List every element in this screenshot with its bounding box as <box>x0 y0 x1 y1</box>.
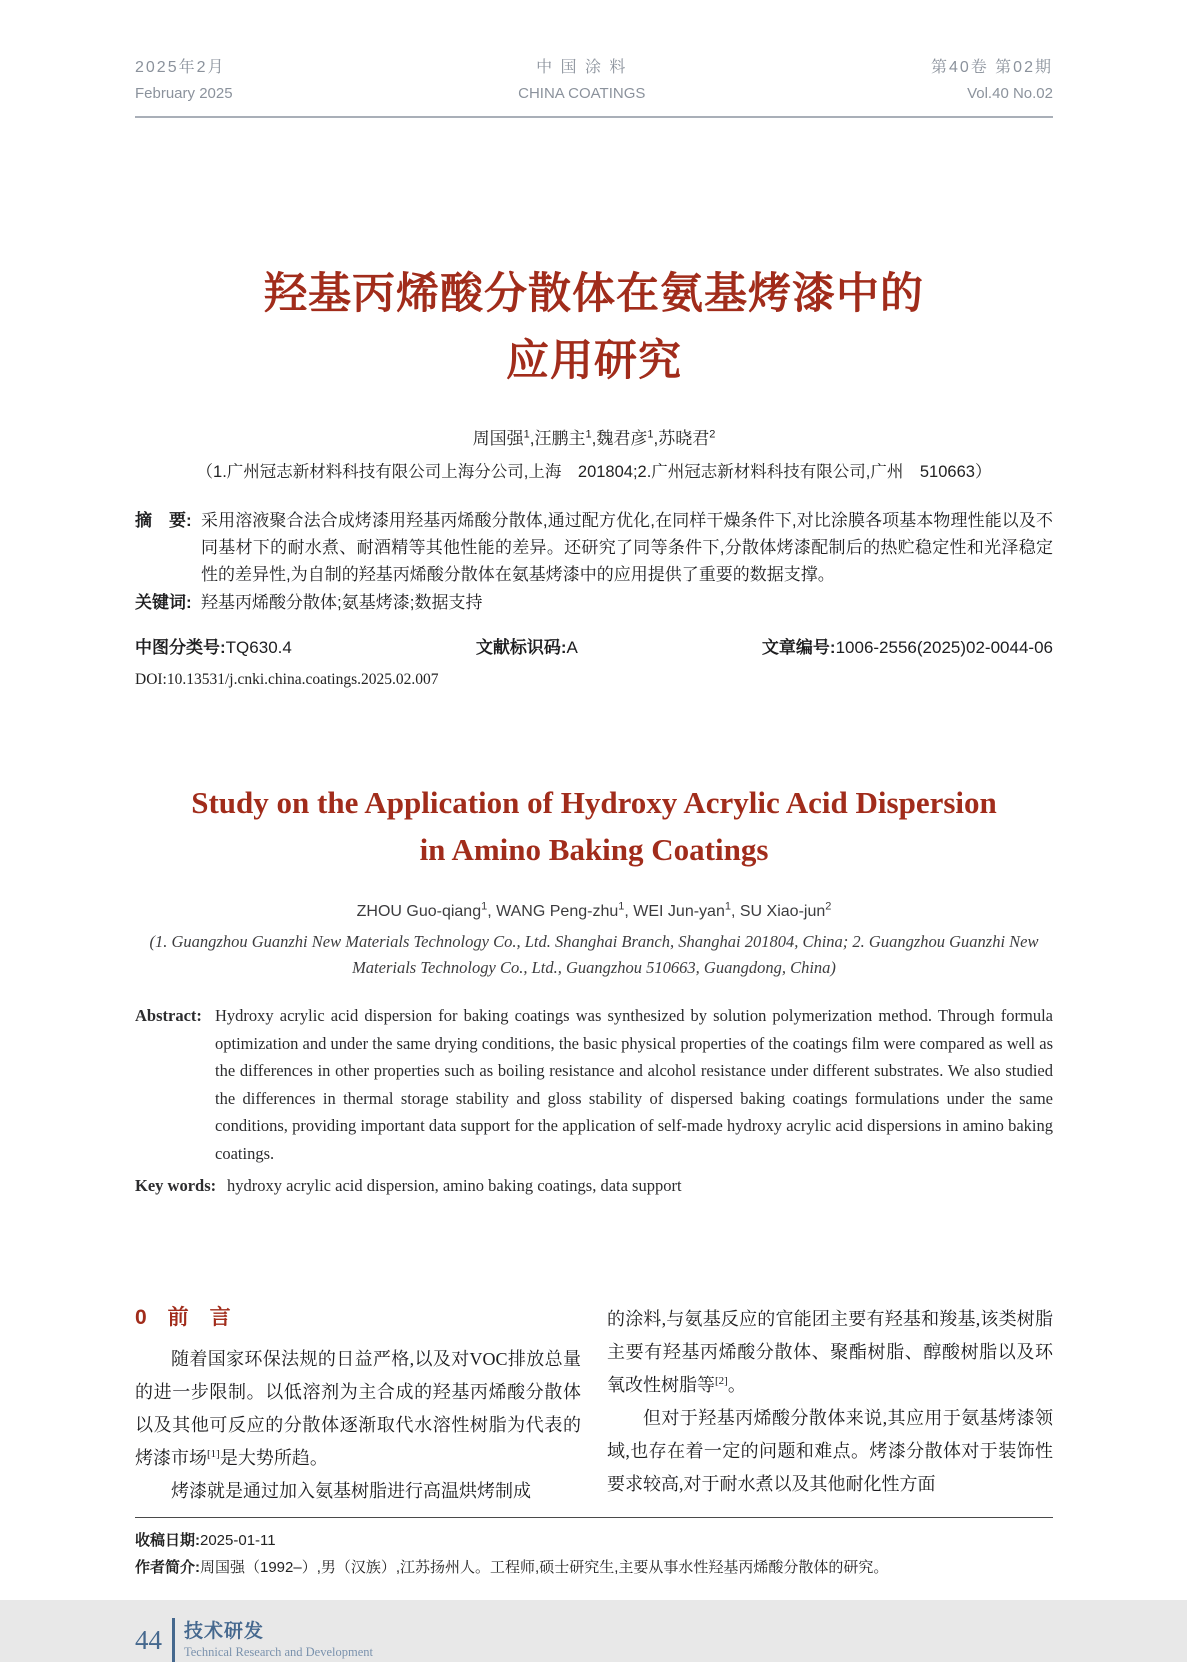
author-cn-name: ,苏晓君 <box>653 428 710 448</box>
issue-date-en: February 2025 <box>135 85 233 102</box>
article-title-en-line2: in Amino Baking Coatings <box>419 831 769 867</box>
abstract-en <box>135 1002 1053 1167</box>
author-cn <box>592 429 654 448</box>
keywords-cn-text: 羟基丙烯酸分散体;氨基烤漆;数据支持 <box>201 592 483 612</box>
paragraph-text: 的涂料,与氨基反应的官能团主要有羟基和羧基,该类树脂主要有羟基丙烯酸分散体、聚酯树脂、醇酸树脂以及环氧改性树脂等 <box>607 1309 1053 1396</box>
authors-cn <box>135 424 1053 449</box>
volume-issue-en: Vol.40 No.02 <box>967 85 1053 102</box>
page-footer <box>135 1618 1053 1662</box>
affiliation-cn: （1.广州冠志新材料科技有限公司上海分公司,上海 201804;2.广州冠志新材料科技有限公司,广州 510663） <box>196 462 992 481</box>
footer-column-cn: 技术研发 <box>184 1621 265 1643</box>
journal-name-cn: 中 国 涂 料 <box>536 59 628 76</box>
abstract-cn-text: 采用溶液聚合法合成烤漆用羟基丙烯酸分散体,通过配方优化,在同样干燥条件下,对比涂膜各项基本物理性能以及不同基材下的耐水煮、耐酒精等其他性能的差异。还研究了同等条件下,分散体烤漆配制后的热贮稳定性和光泽稳定性的差异性,为自制的羟基丙烯酸分散体在氨基烤漆中的应用提供了重要的数据支撑。 <box>201 510 1053 584</box>
keywords-cn <box>135 589 1053 616</box>
author-affiliation-superscript: 1 <box>724 900 731 913</box>
page-number: 44 <box>135 1624 162 1655</box>
author-en <box>730 900 832 921</box>
author-cn <box>653 429 715 448</box>
author-bio-label: 作者简介: <box>135 1559 200 1577</box>
body-column-left <box>135 1303 581 1508</box>
author-affiliation-superscript: 1 <box>481 900 488 913</box>
author-en <box>356 900 488 921</box>
author-en <box>487 900 625 921</box>
article-title-en <box>135 779 1053 873</box>
article-id-value: 1006-2556(2025)02-0044-06 <box>835 637 1053 657</box>
affiliation-en: (1. Guangzhou Guanzhi New Materials Technology Co., Ltd. Shanghai Branch, Shanghai 201804, China; 2. Guangzhou Guanzhi New Materials Technology Co., Ltd., Guangzhou 510663, Guangdong, China) <box>149 932 1039 978</box>
author-en-name: ZHOU Guo-qiang <box>356 903 482 921</box>
article-title-cn <box>135 261 1053 395</box>
keywords-en-text: hydroxy acrylic acid dispersion, amino baking coatings, data support <box>227 1176 682 1196</box>
body-paragraph: 但对于羟基丙烯酸分散体来说,其应用于氨基烤漆领域,也存在着一定的问题和难点。烤漆分散体对于装饰性要求较高,对于耐水煮以及其他耐化性方面 <box>607 1408 1053 1495</box>
author-cn-name: ,汪鹏主 <box>529 428 586 448</box>
paragraph-text: 随着国家环保法规的日益严格,以及对VOC排放总量的进一步限制。以低溶剂为主合成的羟基丙烯酸分散体以及其他可反应的分散体逐渐取代水溶性树脂为代表的烤漆市场 <box>135 1349 581 1469</box>
clc-label: 中图分类号: <box>135 637 226 657</box>
author-affiliation-superscript: 2 <box>825 900 832 913</box>
journal-masthead <box>135 55 1053 118</box>
document-code <box>476 633 578 658</box>
author-affiliation-superscript: 2 <box>709 428 716 441</box>
article-title-cn-line2: 应用研究 <box>506 337 682 385</box>
article-body <box>135 1303 1053 1508</box>
citation-ref-1: [1] <box>207 1448 220 1461</box>
author-affiliation-superscript: 1 <box>618 900 625 913</box>
author-affiliation-superscript: 1 <box>523 428 530 441</box>
body-paragraph <box>135 1343 581 1475</box>
author-en <box>624 900 731 921</box>
abstract-cn <box>135 507 1053 588</box>
masthead-journal-name <box>518 55 645 107</box>
received-date-value: 2025-01-11 <box>200 1532 276 1550</box>
article-title-cn-line1: 羟基丙烯酸分散体在氨基烤漆中的 <box>264 270 924 318</box>
author-cn <box>473 429 530 448</box>
document-code-label: 文献标识码: <box>475 637 567 657</box>
masthead-issue-date <box>135 55 233 107</box>
author-en-name: , SU Xiao-jun <box>730 903 826 921</box>
footer-column-title <box>184 1620 373 1660</box>
paragraph-text: 。 <box>727 1375 746 1396</box>
footer-divider-bar <box>172 1618 175 1662</box>
issue-date-cn: 2025年2月 <box>135 59 226 76</box>
clc-value: TQ630.4 <box>225 637 292 657</box>
article-id <box>762 633 1053 658</box>
abstract-cn-label: 摘 要: <box>135 510 192 530</box>
doi-line: DOI:10.13531/j.cnki.china.coatings.2025.02.007 <box>135 670 439 688</box>
footer-column-en: Technical Research and Development <box>184 1645 373 1660</box>
volume-issue-cn: 第40卷 第02期 <box>930 59 1053 76</box>
keywords-en <box>135 1172 1053 1199</box>
classification-row <box>135 633 1053 658</box>
body-paragraph <box>607 1303 1053 1402</box>
article-id-label: 文章编号: <box>761 637 836 657</box>
author-cn-name: 周国强 <box>472 428 524 448</box>
keywords-en-label: Key words: <box>135 1176 217 1196</box>
author-en-name: , WANG Peng-zhu <box>487 903 619 921</box>
author-bio-value: 周国强（1992–）,男（汉族）,江苏扬州人。工程师,硕士研究生,主要从事水性羟基丙烯酸分散体的研究。 <box>200 1559 889 1577</box>
author-cn <box>530 429 592 448</box>
journal-name-en: CHINA COATINGS <box>518 85 646 102</box>
section-heading-0: 0 前 言 <box>135 1306 231 1330</box>
citation-ref-2: [2] <box>715 1375 728 1388</box>
document-code-value: A <box>566 637 578 657</box>
abstract-en-label: Abstract: <box>135 1006 202 1026</box>
author-affiliation-superscript: 1 <box>647 428 654 441</box>
article-title-en-line1: Study on the Application of Hydroxy Acrylic Acid Dispersion <box>191 784 997 820</box>
author-cn-name: ,魏君彦 <box>591 428 648 448</box>
author-affiliation-superscript: 1 <box>585 428 592 441</box>
authors-en <box>135 901 1053 921</box>
keywords-cn-label: 关键词: <box>135 592 192 612</box>
body-paragraph: 烤漆就是通过加入氨基树脂进行高温烘烤制成 <box>171 1481 531 1502</box>
author-en-name: , WEI Jun-yan <box>624 903 725 921</box>
clc-number <box>135 633 292 658</box>
footnote-block <box>135 1517 1053 1581</box>
abstract-en-text: Hydroxy acrylic acid dispersion for baking coatings was synthesized by solution polymerization method. Through formula optimization and under the same drying conditions, the basic physical properties of the coatings film were compared as well as the differences in other properties such as boiling resistance and alcohol resistance under different substrates. We also studied the differences in thermal storage stability and gloss stability of dispersed baking coatings formulations under the same conditions, providing important data support for the application of self-made hydroxy acrylic acid dispersions in amino baking coatings. <box>215 1006 1053 1163</box>
received-date-label: 收稿日期: <box>135 1532 200 1550</box>
author-bio-line <box>135 1554 1053 1581</box>
body-column-right <box>607 1303 1053 1508</box>
received-date-line <box>135 1527 1053 1554</box>
paragraph-text: 是大势所趋。 <box>219 1448 328 1469</box>
masthead-volume-issue <box>931 55 1053 107</box>
